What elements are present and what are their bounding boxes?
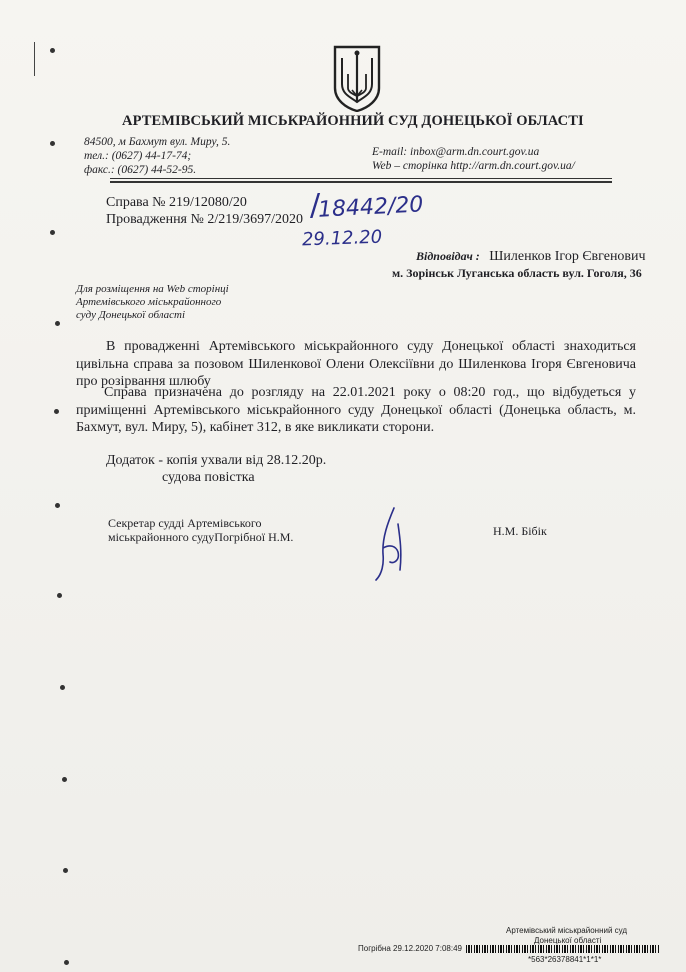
court-address: 84500, м Бахмут вул. Миру, 5. [84,136,231,148]
body-paragraph-1: В провадженні Артемівського міськрайонного суду Донецької області знаходиться цивільна справа за позовом Шиленкової Олени Олексіївни до Шиленкова Ігоря Євгеновича про розірвання шлюбу [76,339,636,389]
respondent-address: м. Зорінськ Луганська область вул. Гоголя, 36 [392,266,642,280]
binder-hole-mark [62,777,67,782]
handwritten-bracket-mark: / [310,188,321,223]
binder-hole-mark [50,141,55,146]
barcode-icon [466,945,660,953]
binder-hole-mark [54,409,59,414]
court-website: Web – сторінка http://arm.dn.court.gov.ua/ [372,160,575,172]
secretary-line2: міськрайонного судуПогрібної Н.М. [108,530,294,544]
footer-court-region: Донецької області [534,936,602,945]
court-email: E-mail: inbox@arm.dn.court.gov.ua [372,146,540,158]
binder-hole-mark [63,868,68,873]
attachment-line2: судова повістка [162,470,255,485]
binder-hole-mark [50,230,55,235]
binder-hole-mark [55,503,60,508]
header-divider-double [110,181,612,183]
handwritten-registration-number: 18442/20 [317,192,424,223]
handwritten-signature-icon [370,504,410,584]
signer-name: Н.М. Бібік [493,524,547,538]
binder-hole-mark [64,960,69,965]
margin-mark [34,42,35,76]
binder-hole-mark [60,685,65,690]
header-divider [110,178,612,179]
coat-of-arms-icon [332,44,382,112]
respondent-label: Відповідач : [416,249,480,263]
court-fax: факс.: (0627) 44-52-95. [84,164,197,176]
barcode-number: *563*26378841*1*1* [528,955,602,964]
case-number: Справа № 219/12080/20 [106,195,247,210]
binder-hole-mark [50,48,55,53]
respondent-name: Шиленков Ігор Євгенович [489,249,646,264]
binder-hole-mark [55,321,60,326]
court-name: АРТЕМІВСЬКИЙ МІСЬКРАЙОННИЙ СУД ДОНЕЦЬКОЇ ОБЛАСТІ [122,113,584,129]
placement-note-line1: Для розміщення на Web сторінці [76,283,229,295]
secretary-line1: Секретар судді Артемівського [108,516,262,530]
court-phone: тел.: (0627) 44-17-74; [84,150,192,162]
binder-hole-mark [57,593,62,598]
body-paragraph-2: Справа призначена до розгляду на 22.01.2021 року о 08:20 год., що відбудеться у приміщенні Артемівського міськрайонного суду Донецької області (Донецька область, м. Бахмут, вул. Миру, 5), кабінет 312, в яке викликати сторони. [76,385,636,435]
attachment-line1: Додаток - копія ухвали від 28.12.20р. [106,453,327,468]
footer-registration-info: Погрібна 29.12.2020 7:08:49 [358,944,462,953]
respondent-block [416,249,646,265]
placement-note-line3: суду Донецької області [76,309,186,321]
placement-note-line2: Артемівського міськрайонного [76,296,222,308]
proceeding-number: Провадження № 2/219/3697/2020 [106,212,304,227]
handwritten-registration-date: 29.12.20 [301,226,383,251]
footer-court-name: Артемівський міськрайонний суд [506,926,628,935]
